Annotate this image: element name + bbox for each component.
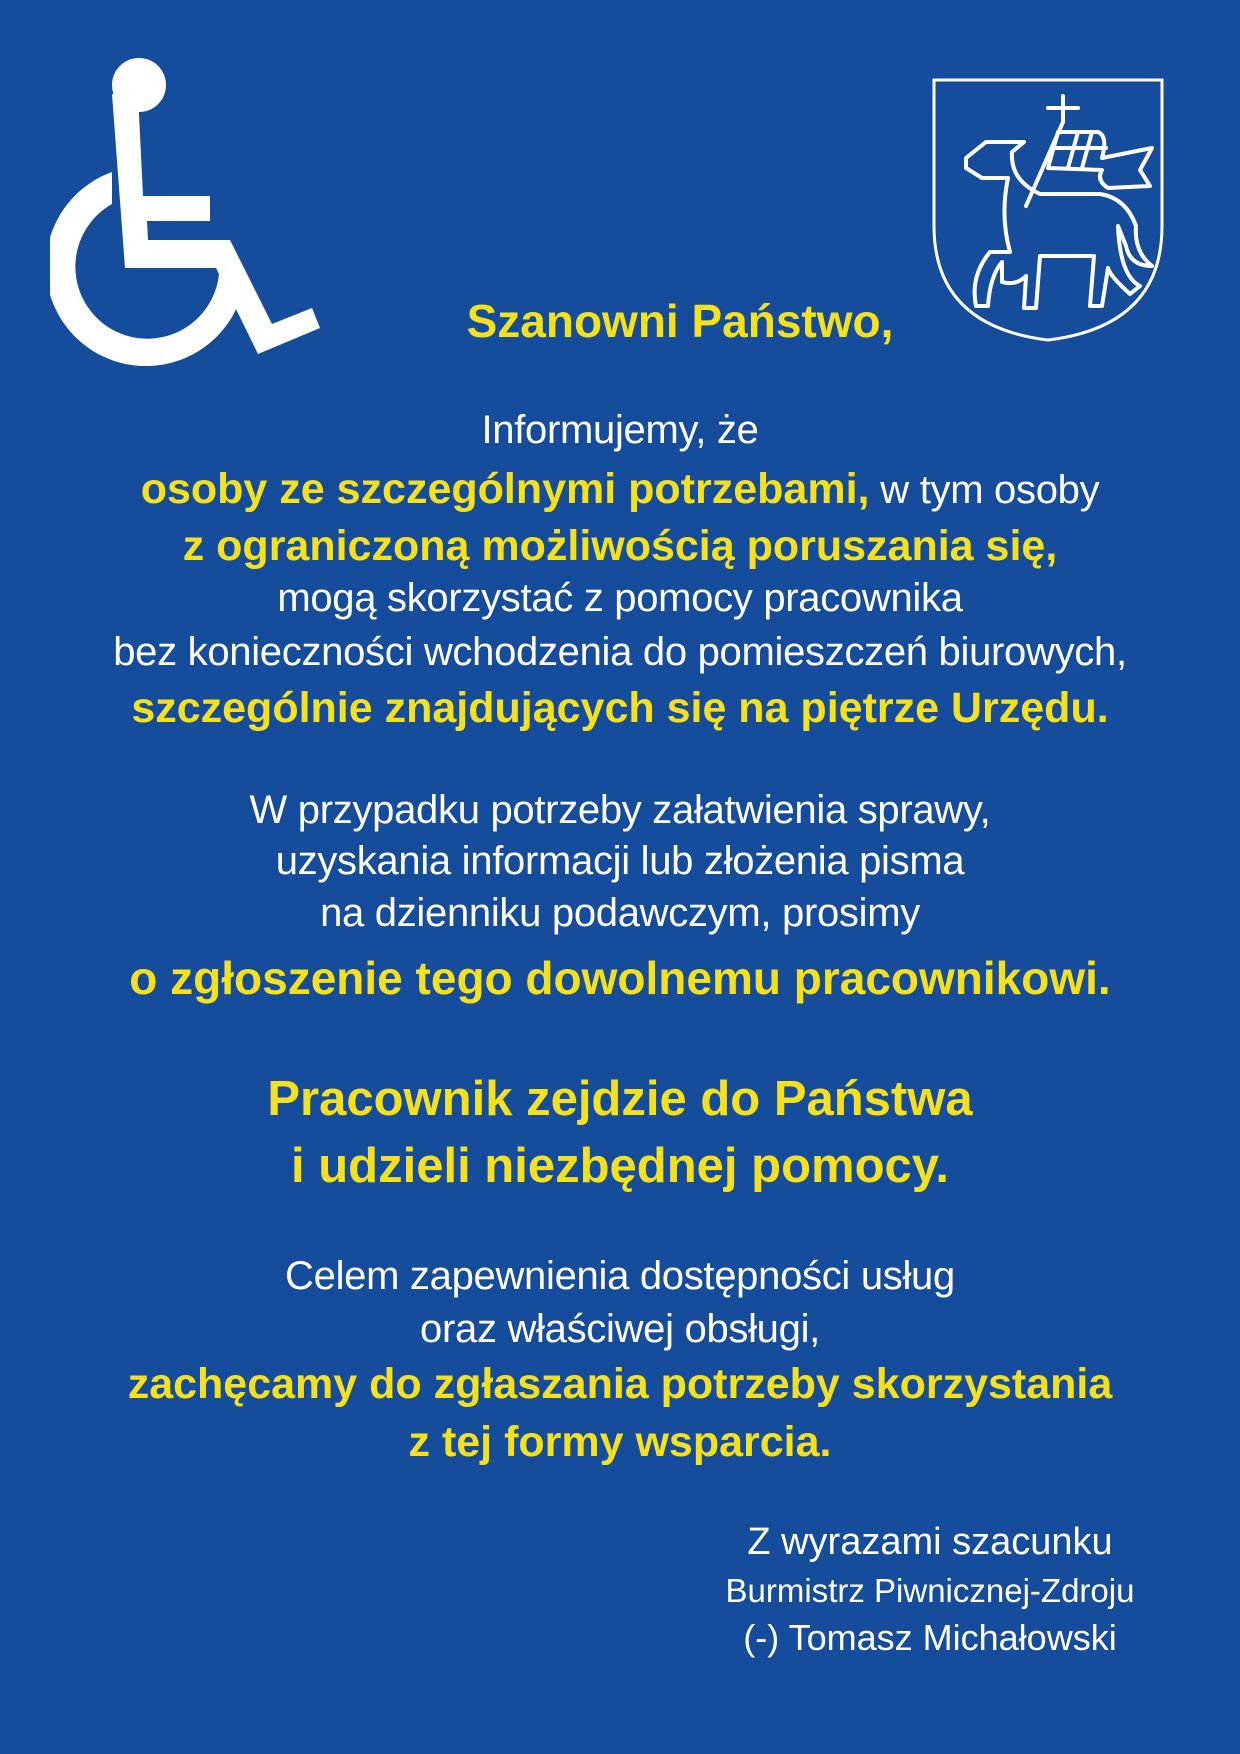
paragraph1-line5: bez konieczności wchodzenia do pomieszczeń biurowych, <box>113 630 1127 674</box>
signature-name: (-) Tomasz Michałowski <box>743 1617 1117 1658</box>
paragraph4-line4: z tej formy wsparcia. <box>408 1418 832 1466</box>
paragraph3-line1: Pracownik zejdzie do Państwa <box>267 1072 973 1126</box>
paragraph1-line1: Informujemy, że <box>481 408 759 452</box>
paragraph1-line3: z ograniczoną możliwością poruszania się, <box>182 522 1058 570</box>
paragraph4-line2: oraz właściwej obsługi, <box>420 1307 820 1351</box>
paragraph1-line2 <box>0 465 1240 513</box>
highlight-special-needs: osoby ze szczególnymi potrzebami, <box>140 465 870 513</box>
paragraph4-line3: zachęcamy do zgłaszania potrzeby skorzystania <box>127 1360 1113 1408</box>
paragraph3-line2: i udzieli niezbędnej pomocy. <box>291 1139 949 1193</box>
paragraph1-line4: mogą skorzystać z pomocy pracownika <box>277 576 963 620</box>
paragraph4-line1: Celem zapewnienia dostępności usług <box>285 1254 955 1298</box>
paragraph2-line1: W przypadku potrzeby załatwienia sprawy, <box>249 788 991 832</box>
paragraph2-line4: o zgłoszenie tego dowolnemu pracownikowi. <box>129 952 1111 1004</box>
line2-rest: w tym osoby <box>869 468 1100 512</box>
greeting-heading: Szanowni Państwo, <box>466 295 894 347</box>
signature-title: Burmistrz Piwnicznej-Zdroju <box>725 1572 1135 1609</box>
paragraph2-line2: uzyskania informacji lub złożenia pisma <box>275 839 965 883</box>
paragraph2-line3: na dzienniku podawczym, prosimy <box>320 891 920 935</box>
signature-closing: Z wyrazami szacunku <box>747 1521 1113 1563</box>
paragraph1-line6: szczególnie znajdujących się na piętrze Urzędu. <box>131 684 1109 732</box>
